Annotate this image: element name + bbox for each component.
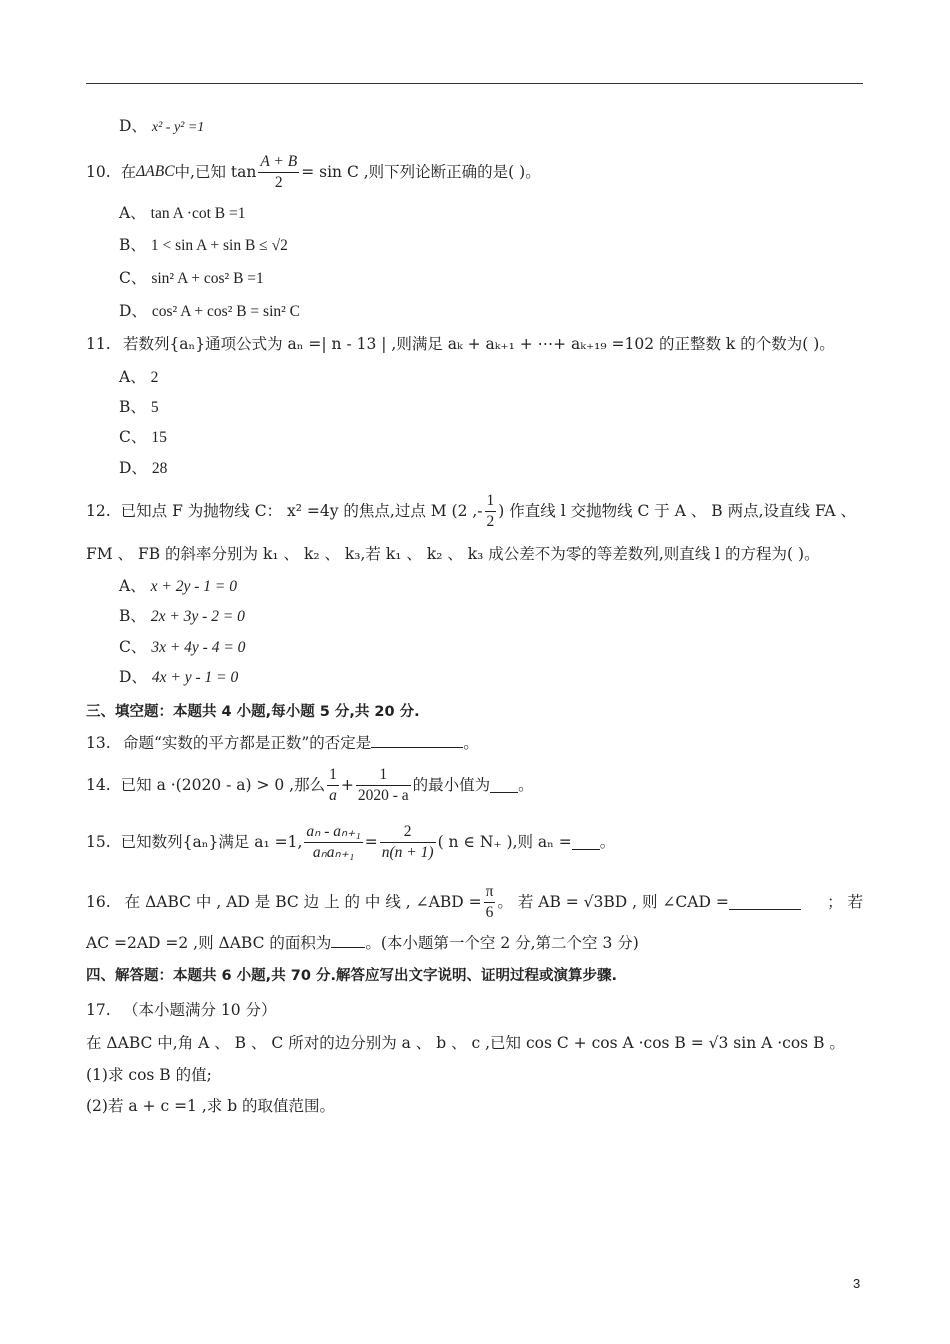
q17-stem: 在 ΔABC 中,角 A 、 B 、 C 所对的边分别为 a 、 b 、 c ,已知 cos C + cos A ·cos B = √3 sin A ·cos B 。 [86, 1034, 845, 1052]
q12-option-a [119, 576, 909, 597]
fraction-denominator: 2020 - a [357, 786, 409, 804]
option-label: A、 [119, 577, 146, 595]
question-number: 14. [86, 776, 111, 794]
question-16 [86, 880, 863, 924]
q17-part-1: (1)求 cos B 的值; [86, 1066, 212, 1084]
q10-option-d [119, 301, 909, 322]
q17-head: （本小题满分 10 分） [122, 1001, 277, 1019]
answer-blank[interactable] [371, 733, 463, 748]
option-value: 15 [151, 429, 167, 446]
q10-fraction [258, 152, 299, 193]
option-expr: x² - y² =1 [151, 120, 205, 135]
q12-pre: 已知点 F 为抛物线 C： x² =4y 的焦点,过点 M (2 ,- [120, 502, 483, 520]
q12-option-b [119, 606, 909, 627]
option-label: B、 [119, 236, 146, 254]
q13-text: 命题“实数的平方都是正数”的否定是 [122, 734, 372, 752]
q16-line2-post: 。(本小题第一个空 2 分,第二个空 3 分) [365, 934, 639, 952]
q10-option-a [119, 203, 909, 224]
answer-blank-2[interactable] [331, 933, 365, 948]
q10-post: = sin C ,则下列论断正确的是( )。 [301, 163, 541, 181]
q14-tail: 。 [518, 776, 534, 794]
q15-pre: 已知数列{aₙ}满足 a₁ =1, [120, 833, 303, 851]
fraction-numerator: 1 [327, 765, 339, 786]
q15-fraction-1 [304, 822, 362, 863]
q15-post: ( n ∈ N₊ ),则 aₙ = [437, 833, 572, 851]
option-value: 28 [151, 460, 168, 477]
q10-triangle: ΔABC [136, 163, 175, 180]
option-expr: 1 < sin A + sin B ≤ √2 [150, 237, 288, 254]
option-expr: cos² A + cos² B = sin² C [151, 303, 300, 320]
question-number: 10. [86, 163, 111, 181]
question-number: 13. [86, 734, 111, 752]
q14-fraction-2 [356, 765, 411, 806]
fraction-denominator: 2 [274, 173, 283, 191]
q12-line-2: FM 、 FB 的斜率分别为 k₁ 、 k₂ 、 k₃,若 k₁ 、 k₂ 、 k₃ 成公差不为零的等差数列,则直线 l 的方程为( )。 [86, 545, 820, 563]
question-11 [86, 334, 876, 354]
option-label: D、 [119, 117, 147, 135]
q10-option-c [119, 268, 909, 289]
q14-post: 的最小值为 [412, 776, 491, 794]
option-value: 5 [150, 399, 159, 416]
q14-pre: 已知 a ·(2020 - a) > 0 ,那么 [120, 776, 326, 794]
question-12 [86, 489, 876, 533]
fraction-denominator: 6 [485, 903, 494, 921]
fraction-numerator: A + B [258, 152, 299, 173]
q16-fraction [484, 882, 496, 923]
option-label: A、 [119, 368, 146, 386]
option-expr: 4x + y - 1 = 0 [151, 669, 239, 686]
answer-blank[interactable] [490, 778, 518, 793]
option-expr: x + 2y - 1 = 0 [150, 578, 237, 595]
section-3-heading: 三、填空题：本题共 4 小题,每小题 5 分,共 20 分. [86, 704, 420, 720]
question-number: 11. [86, 335, 111, 353]
q16-line-2 [86, 933, 876, 953]
q11-text: 若数列{aₙ}通项公式为 aₙ =| n - 13 | ,则满足 aₖ + aₖ₊₁ + ⋯+ aₖ₊₁₉ =102 的正整数 k 的个数为( )。 [122, 335, 835, 353]
q15-fraction-2 [380, 822, 436, 863]
fraction-denominator: n(n + 1) [381, 843, 434, 861]
fraction-numerator: 2 [380, 822, 436, 843]
q15-tail: 。 [599, 833, 616, 851]
option-expr: tan A ·cot B =1 [150, 205, 246, 222]
fraction-numerator: aₙ - aₙ₊₁ [304, 822, 362, 843]
q12-fraction [485, 491, 497, 532]
q13-tail: 。 [463, 734, 479, 752]
q12-post: ) 作直线 l 交抛物线 C 于 A 、 B 两点,设直线 FA 、 [498, 502, 856, 520]
q11-option-b [119, 397, 909, 418]
q16-line2-pre: AC =2AD =2 ,则 ΔABC 的面积为 [86, 934, 332, 952]
q14-plus: + [340, 776, 354, 794]
question-14 [86, 763, 876, 807]
option-label: C、 [119, 638, 147, 656]
q16-mid: 。 若 AB = √3BD , 则 ∠CAD = [497, 893, 729, 911]
question-number: 17. [86, 1001, 111, 1019]
question-10 [86, 150, 876, 194]
page-number: 3 [853, 1276, 861, 1291]
section-4-heading: 四、解答题：本题共 6 小题,共 70 分.解答应写出文字说明、证明过程或演算步骤. [86, 968, 617, 984]
option-label: A、 [119, 204, 146, 222]
option-label: C、 [119, 269, 147, 287]
option-value: 2 [150, 369, 159, 386]
question-number: 12. [86, 502, 111, 520]
question-13 [86, 733, 876, 753]
q11-option-d [119, 458, 909, 479]
answer-blank[interactable] [572, 835, 600, 850]
fraction-numerator: 1 [485, 491, 497, 512]
option-expr: 2x + 3y - 2 = 0 [150, 608, 245, 625]
q16-pre: 在 ΔABC 中 , AD 是 BC 边 上 的 中 线 , ∠ABD = [124, 893, 482, 911]
question-number: 16. [86, 893, 111, 911]
question-15 [86, 820, 876, 864]
option-label: B、 [119, 398, 146, 416]
option-expr: 3x + 4y - 4 = 0 [151, 639, 246, 656]
fraction-denominator: aₙaₙ₊₁ [312, 843, 355, 861]
q9-option-d [119, 116, 909, 138]
q11-option-c [119, 427, 909, 448]
option-label: B、 [119, 607, 146, 625]
fraction-numerator: π [484, 882, 496, 903]
fraction-numerator: 1 [356, 765, 411, 786]
fraction-denominator: 2 [486, 512, 495, 530]
option-label: D、 [119, 459, 147, 477]
q15-eq: = [364, 833, 378, 851]
q10-mid: 中,已知 tan [174, 163, 257, 181]
q17-part-2: (2)若 a + c =1 ,求 b 的取值范围。 [86, 1097, 336, 1115]
option-label: C、 [119, 428, 147, 446]
q10-pre: 在 [120, 163, 137, 181]
option-expr: sin² A + cos² B =1 [151, 270, 264, 287]
question-17-header [86, 1000, 876, 1020]
option-label: D、 [119, 302, 147, 320]
q12-option-d [119, 667, 909, 688]
option-label: D、 [119, 668, 147, 686]
header-rule [86, 83, 863, 84]
q11-option-a [119, 367, 909, 388]
question-number: 15. [86, 833, 111, 851]
q12-option-c [119, 637, 909, 658]
fraction-denominator: a [329, 786, 337, 804]
answer-blank-1[interactable] [729, 895, 801, 910]
q14-fraction-1 [327, 765, 339, 806]
q10-option-b [119, 235, 909, 256]
q16-semi: ； 若 [827, 893, 863, 911]
